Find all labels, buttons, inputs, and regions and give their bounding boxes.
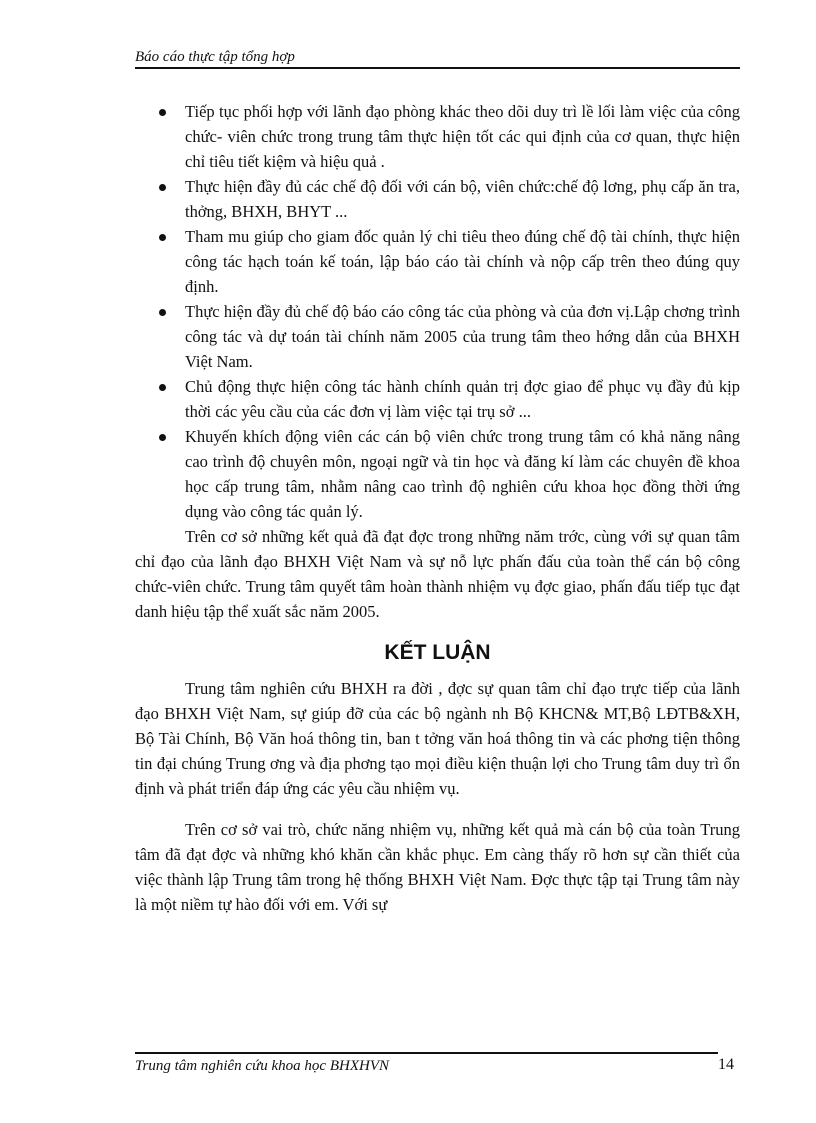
list-item: Thực hiện đầy đủ các chế độ đối với cán bộ, viên chức:chế độ lơng, phụ cấp ăn tra, thởng, BHXH, BHYT ... bbox=[135, 174, 740, 224]
footer-divider bbox=[135, 1052, 718, 1054]
conclusion-paragraph-2: Trên cơ sở vai trò, chức năng nhiệm vụ, những kết quả mà cán bộ của toàn Trung tâm đã đạt đợc và những khó khăn cần khắc phục. Em càng thấy rõ hơn sự cần thiết của việc thành lập Trung tâm trong hệ thống BHXH Việt Nam. Đợc thực tập tại Trung tâm này là một niềm tự hào đối với em. Với sự bbox=[135, 820, 740, 914]
bullet-icon bbox=[159, 109, 166, 116]
list-item: Tiếp tục phối hợp với lãnh đạo phòng khác theo dõi duy trì lề lối làm việc của công chức- viên chức trong trung tâm thực hiện tốt các qui định của cơ quan, thực hiện chỉ tiêu tiết kiệm và hiệu quả . bbox=[135, 99, 740, 174]
list-item: Tham mu giúp cho giam đốc quản lý chi tiêu theo đúng chế độ tài chính, thực hiện công tác hạch toán kế toán, lập báo cáo tài chính và nộp cấp trên theo đúng quy định. bbox=[135, 224, 740, 299]
bullet-icon bbox=[159, 234, 166, 241]
closing-paragraph: Trên cơ sở những kết quả đã đạt đợc trong những năm trớc, cùng với sự quan tâm chỉ đạo của lãnh đạo BHXH Việt Nam và sự nỗ lực phấn đấu của toàn thể cán bộ công chức-viên chức. Trung tâm quyết tâm hoàn thành nhiệm vụ đợc giao, phấn đấu tiếp tục đạt danh hiệu tập thể xuất sắc năm 2005. bbox=[135, 527, 740, 621]
paragraph-gap bbox=[135, 801, 740, 817]
list-item: Thực hiện đầy đủ chế độ báo cáo công tác của phòng và của đơn vị.Lập chơng trình công tác và dự toán tài chính năm 2005 của trung tâm theo hớng dẫn của BHXH Việt Nam. bbox=[135, 299, 740, 374]
running-header: Báo cáo thực tập tổng hợp bbox=[135, 48, 740, 69]
bullet-icon bbox=[159, 309, 166, 316]
bullet-list bbox=[135, 99, 740, 524]
page-body bbox=[135, 99, 740, 917]
conclusion-paragraph-1: Trung tâm nghiên cứu BHXH ra đời , đợc sự quan tâm chỉ đạo trực tiếp của lãnh đạo BHXH Việt Nam, sự giúp đỡ của các bộ ngành nh Bộ KHCN& MT,Bộ LĐTB&XH, Bộ Tài Chính, Bộ Văn hoá thông tin, ban t tởng văn hoá thông tin và các phơng tiện thông tin đại chúng Trung ơng và địa phơng tạo mọi điều kiện thuận lợi cho Trung tâm duy trì ổn định và phát triển đáp ứng các yêu cầu nhiệm vụ. bbox=[135, 679, 740, 798]
list-item: Khuyến khích động viên các cán bộ viên chức trong trung tâm có khả năng nâng cao trình độ chuyên môn, ngoại ngữ và tin học và đăng kí làm các chuyên đề khoa học cấp trung tâm, nhằm nâng cao trình độ nghiên cứu khoa học đồng thời ứng dụng vào công tác quản lý. bbox=[135, 424, 740, 524]
list-item: Chủ động thực hiện công tác hành chính quản trị đợc giao để phục vụ đầy đủ kịp thời các yêu cầu của các đơn vị làm việc tại trụ sở ... bbox=[135, 374, 740, 424]
bullet-icon bbox=[159, 184, 166, 191]
page-number: 14 bbox=[718, 1056, 734, 1073]
bullet-icon bbox=[159, 384, 166, 391]
running-footer: Trung tâm nghiên cứu khoa học BHXHVN bbox=[135, 1058, 389, 1074]
conclusion-heading: KẾT LUẬN bbox=[384, 641, 491, 664]
bullet-icon bbox=[159, 434, 166, 441]
